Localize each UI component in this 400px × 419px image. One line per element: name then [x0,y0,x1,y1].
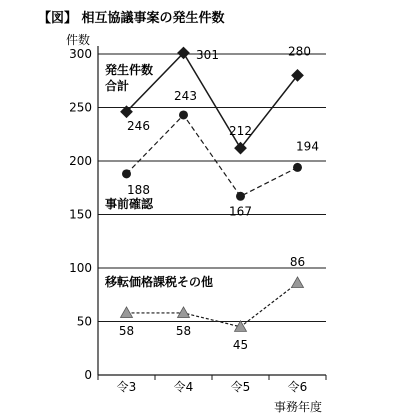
data-point-1-1 [179,110,188,119]
y-tick-label-200: 200 [69,154,92,168]
data-point-0-2 [234,142,247,155]
series-name-1: 事前確認 [105,197,154,211]
x-tick-label-令5: 令5 [230,380,251,394]
data-label-2-2: 45 [232,337,249,352]
data-point-0-3 [291,69,304,82]
series-name-0-line-1: 合計 [105,79,130,93]
data-label-2-1: 58 [175,323,192,338]
data-label-2-3: 86 [289,254,306,269]
data-label-0-1: 301 [196,47,219,62]
data-label-1-1: 243 [174,88,197,103]
chart-title: 【図】 相互協議事案の発生件数 [38,11,225,26]
data-point-2-1 [178,307,190,318]
data-point-1-3 [293,163,302,172]
y-tick-label-100: 100 [69,261,92,275]
data-label-2-0: 58 [118,323,135,338]
y-tick-label-50: 50 [76,314,92,329]
data-point-2-3 [292,277,304,288]
series-name-2: 移転価格課税その他 [105,275,214,289]
data-label-1-2: 167 [229,204,252,219]
series-line-2 [127,283,298,327]
data-label-0-3: 280 [288,44,311,59]
x-axis-label: 事務年度 [273,400,322,414]
data-point-2-0 [121,307,133,318]
data-labels [104,44,319,351]
y-tick-label-150: 150 [69,207,92,222]
series-name-0-line-0: 発生件数 [105,63,154,77]
y-tick-label-300: 300 [69,47,92,61]
x-tick-label-令3: 令3 [116,380,137,394]
data-label-1-3: 194 [296,139,319,154]
y-tick-label-250: 250 [69,100,92,115]
axes [69,46,326,394]
data-label-0-0: 246 [127,118,150,133]
data-point-1-0 [122,169,131,178]
y-axis-label: 件数 [66,33,91,47]
series-line-1 [127,115,298,196]
data-label-0-2: 212 [229,124,252,139]
data-label-1-0: 188 [127,182,150,197]
x-tick-label-令4: 令4 [173,380,194,394]
x-tick-label-令6: 令6 [287,380,308,394]
y-tick-label-0: 0 [84,368,92,382]
data-point-1-2 [236,192,245,201]
